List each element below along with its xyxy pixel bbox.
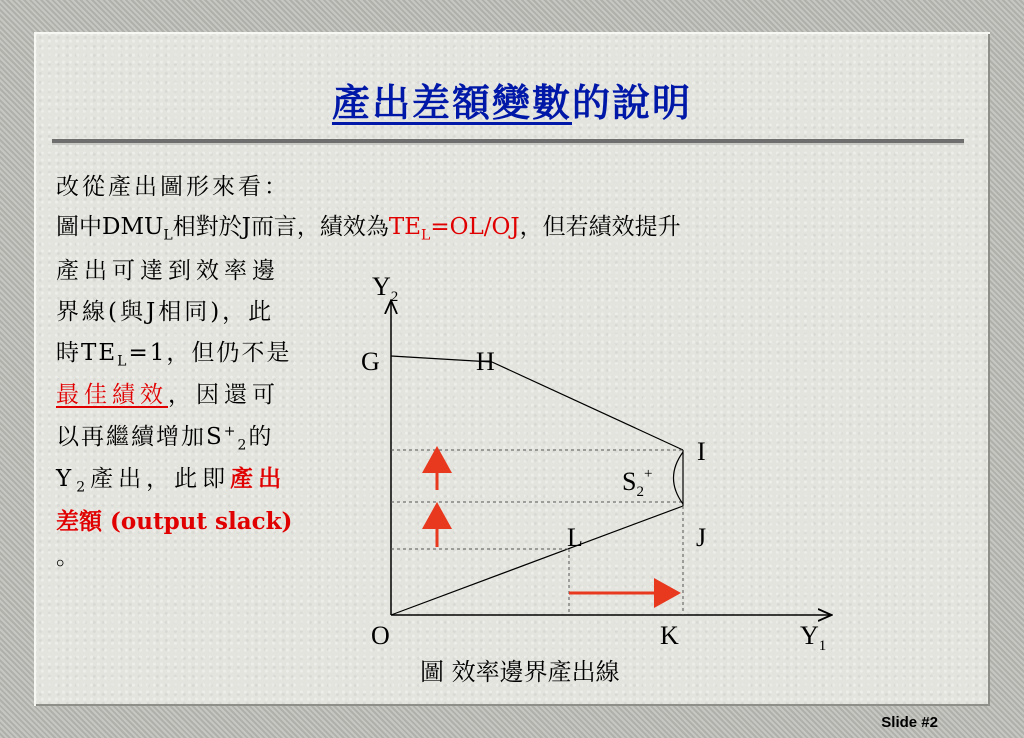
- point-l-label: L: [567, 523, 583, 552]
- line7-a: 以再繼續增加S: [56, 424, 224, 450]
- line2-te-sub: L: [421, 227, 431, 244]
- line2-c: ，但若績效提升: [519, 214, 681, 240]
- y-axis-label: $Y_2$: [372, 272, 399, 305]
- line2-a: 圖中DMU: [56, 214, 164, 240]
- title-rest: 的說明: [572, 80, 693, 125]
- line8-b: 產出，此即: [90, 466, 231, 492]
- point-i-label: I: [697, 437, 706, 466]
- point-k-label: K: [660, 621, 679, 650]
- slack-brace: [674, 452, 684, 504]
- line5-b: =1，但仍不是: [128, 340, 292, 366]
- line6-red: 最佳績效: [56, 382, 168, 408]
- title-underlined: 產出差額變數: [331, 80, 572, 125]
- point-g-label: G: [361, 347, 380, 376]
- body-line-10: 。: [56, 544, 79, 570]
- line5-sub: L: [117, 353, 129, 370]
- line8-a: Y: [56, 466, 77, 492]
- line7-b: 的: [248, 424, 274, 450]
- slack-label: $S_2^+$: [622, 466, 653, 500]
- line7-sup: +: [223, 423, 238, 440]
- origin-label: O: [371, 621, 390, 650]
- body-line-9: 差額 (output slack): [56, 508, 293, 535]
- diagram-caption: 圖 效率邊界產出線: [420, 658, 620, 686]
- slide-number: Slide #2: [881, 714, 938, 731]
- body-line-1: 改從產出圖形來看：: [56, 174, 290, 200]
- line2-sub: L: [163, 227, 173, 244]
- line7-sub: 2: [237, 437, 249, 454]
- point-j-label: J: [696, 523, 707, 552]
- body-line-4: 界線(與J相同)，此: [56, 299, 275, 325]
- ray-o-j: [391, 506, 683, 615]
- frontier-h-i: [492, 362, 683, 450]
- line2-te: TE: [388, 214, 422, 240]
- line8-red: 產出: [230, 465, 287, 492]
- line8-sub: 2: [76, 479, 91, 496]
- line5-a: 時TE: [56, 340, 118, 366]
- x-axis-label: $Y_1$: [800, 621, 827, 654]
- body-line-3: 產出可達到效率邊: [56, 258, 280, 284]
- line2-b: 相對於J而言，績效為: [172, 214, 389, 240]
- point-h-label: H: [476, 347, 495, 376]
- line2-te-rest: =OL/OJ: [430, 214, 520, 240]
- line6-rest: ，因還可: [168, 382, 280, 408]
